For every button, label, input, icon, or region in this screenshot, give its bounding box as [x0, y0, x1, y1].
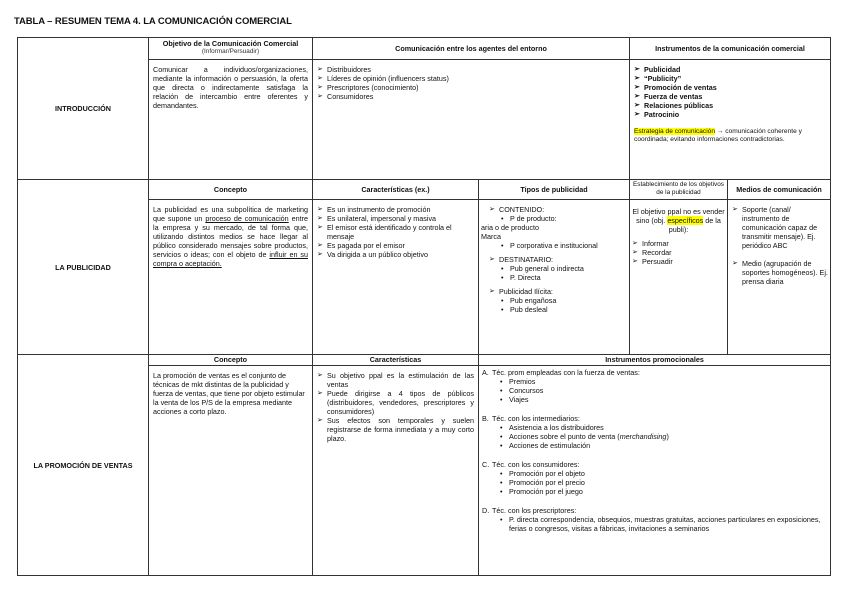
list-item: ➢ Fuerza de ventas [634, 92, 826, 101]
list-item: ➢ Medio (agrupación de soportes homogéneos). Ej. prensa diaria [732, 259, 828, 286]
intro-objetivo-text: Comunicar a individuos/organizaciones, mediante la información o persuasión, la oferta que directa o indirectamente satisfaga la relación de intercambio entre oferentes y demandantes. [149, 60, 313, 180]
estab-highlight: específicos [667, 216, 704, 225]
list-item: ➢ Publicidad [634, 65, 826, 74]
list-item: ➢ Su objetivo ppal es la estimulación de las ventas [317, 371, 474, 389]
instruments-list [634, 65, 826, 119]
intro-instruments-cell [630, 60, 831, 180]
list-item: ➢ CONTENIDO: [489, 205, 625, 214]
list-item: ➢ Recordar [632, 248, 725, 257]
header-concepto-promo: Concepto [149, 355, 313, 366]
concepto-underlined: proceso de comunicación [205, 214, 289, 223]
item-part: ) [666, 432, 669, 441]
list-item: ➢ Es pagada por el emisor [317, 241, 474, 250]
item-part: Acciones sobre el punto de venta ( [509, 432, 620, 441]
header-objetivo-title: Objetivo de la Comunicación Comercial [162, 39, 299, 48]
estab-list [632, 239, 725, 266]
promo-caract-list [317, 371, 474, 443]
list-item: • P de producto: [501, 214, 625, 223]
tipos-ilicita [483, 287, 625, 296]
strategy-highlight: Estrategia de comunicación [634, 128, 716, 135]
header-establecimiento: Establecimiento de los objetivos de la publicidad [630, 180, 728, 200]
section-d [482, 506, 826, 515]
section-label: Téc. con los consumidores: [492, 460, 580, 469]
ilicita-list [483, 296, 625, 314]
list-item [500, 432, 826, 441]
concepto-part: entre la empresa y su mercado, de tal forma que, utilizando distintos medios se hace llegar al público considerado mensajes sobre productos, servicios o ideas; con el objeto de [153, 214, 308, 259]
estab-part: El objetivo ppal no es vender sino (obj. [632, 207, 725, 225]
section-c-list [482, 469, 826, 496]
list-item: • P. Directa [501, 273, 625, 282]
tipos-contenido [483, 205, 625, 214]
list-item: ➢ Persuadir [632, 257, 725, 266]
list-item: ➢ Es unilateral, impersonal y masiva [317, 214, 474, 223]
caract-list [317, 205, 474, 259]
section-letter: C. [482, 460, 490, 469]
section-b-list [482, 423, 826, 450]
estab-text [632, 207, 725, 234]
section-label: Téc. con los intermediarios: [492, 414, 580, 423]
estab-part: de la publi): [668, 216, 721, 234]
list-item: • Pub engañosa [501, 296, 625, 305]
list-item: • P. directa correspondencia, obsequios, muestras gratuitas, acciones particulares en exposiciones, ferias o congresos, visitas a fábricas, invitaciones a seminarios [500, 515, 826, 533]
publicidad-concepto-text [149, 200, 313, 355]
section-a-list [482, 377, 826, 404]
section-letter: B. [482, 414, 489, 423]
section-c [482, 460, 826, 469]
list-item: • Promoción por el juego [500, 487, 826, 496]
concepto-underlined: influir en su compra o aceptación. [153, 250, 308, 268]
list-item: ➢ Relaciones públicas [634, 101, 826, 110]
row-label-introduccion: INTRODUCCIÓN [18, 38, 149, 180]
list-item: ➢ Sus efectos son temporales y suelen registrarse de forma inmediata y a muy corto plazo. [317, 416, 474, 443]
list-item: ➢ Soporte (canal/ instrumento de comunicación capaz de transmitir mensaje). Ej. periódico ABC [732, 205, 828, 250]
list-item: ➢ Promoción de ventas [634, 83, 826, 92]
header-medios: Medios de comunicación [728, 180, 831, 200]
list-item: ➢ Patrocinio [634, 110, 826, 119]
list-item: ➢ “Publicity” [634, 74, 826, 83]
header-caracteristicas: Características (ex.) [313, 180, 479, 200]
header-instr-promo: Instrumentos promocionales [479, 355, 831, 366]
list-item: ➢ El emisor está identificado y controla el mensaje [317, 223, 474, 241]
list-item: ➢ Líderes de opinión (influencers status) [317, 74, 625, 83]
contenido-overflow-2: Marca [481, 232, 501, 241]
list-item: • Acciones de estimulación [500, 441, 826, 450]
strategy-note [634, 128, 826, 144]
header-concepto: Concepto [149, 180, 313, 200]
promo-instr-cell [479, 366, 831, 576]
list-item: ➢ Prescriptores (conocimiento) [317, 83, 625, 92]
list-item: ➢ DESTINATARIO: [489, 255, 625, 264]
header-objetivo-sub: (Informar/Persuadir) [201, 48, 260, 55]
row-label-promocion: LA PROMOCIÓN DE VENTAS [18, 355, 149, 576]
promo-concepto-text: La promoción de ventas es el conjunto de técnicas de mkt distintas de la publicidad y fuerza de ventas, que tiene por objeto estimular la venta de los P/S de la empresa mediante acciones a corto plazo. [149, 366, 313, 576]
item-italic: merchandising [619, 432, 667, 441]
list-item: ➢ Distribuidores [317, 65, 625, 74]
section-a [482, 368, 826, 377]
list-item: • P corporativa e institucional [501, 241, 625, 250]
publicidad-medios-cell [728, 200, 831, 355]
list-item: • Pub desleal [501, 305, 625, 314]
header-tipos: Tipos de publicidad [479, 180, 630, 200]
tipos-destinatario [483, 255, 625, 264]
list-item: • Pub general o indirecta [501, 264, 625, 273]
concepto-part: La publicidad es una subpolítica de marketing que supone un [153, 205, 308, 223]
list-item: ➢ Va dirigida a un público objetivo [317, 250, 474, 259]
list-item: ➢ Puede dirigirse a 4 tipos de públicos (distribuidores, vendedores, prescriptores y consumidores) [317, 389, 474, 416]
list-item: • Concursos [500, 386, 826, 395]
list-item: • Promoción por el precio [500, 478, 826, 487]
section-letter: D. [482, 506, 490, 515]
list-item: • Premios [500, 377, 826, 386]
contenido-list [483, 214, 625, 223]
strategy-text: → comunicación coherente y coordinada; evitando informaciones contradictorias. [634, 128, 802, 143]
section-d-list [482, 515, 826, 533]
promo-caract-cell [313, 366, 479, 576]
list-item: ➢ Publicidad Ilícita: [489, 287, 625, 296]
list-item: ➢ Es un instrumento de promoción [317, 205, 474, 214]
agents-list [317, 65, 625, 101]
header-objetivo [149, 38, 313, 60]
header-caract-promo: Características [313, 355, 479, 366]
contenido-list-2 [483, 241, 625, 250]
section-letter: A. [482, 368, 489, 377]
contenido-overflow-1: aria o de producto [481, 223, 539, 232]
row-label-publicidad: LA PUBLICIDAD [18, 180, 149, 355]
publicidad-tipos-cell [479, 200, 630, 355]
list-item: ➢ Informar [632, 239, 725, 248]
section-label: Téc. prom empleadas con la fuerza de ventas: [492, 368, 640, 377]
list-item: ➢ Consumidores [317, 92, 625, 101]
intro-agents-cell [313, 60, 630, 180]
publicidad-estab-cell [630, 200, 728, 355]
list-item: • Viajes [500, 395, 826, 404]
destinatario-list [483, 264, 625, 282]
medios-list [730, 205, 828, 286]
section-b [482, 414, 826, 423]
list-item: • Asistencia a los distribuidores [500, 423, 826, 432]
header-agentes: Comunicación entre los agentes del entorno [313, 38, 630, 60]
page-title: TABLA – RESUMEN TEMA 4. LA COMUNICACIÓN COMERCIAL [14, 16, 292, 27]
list-item: • Promoción por el objeto [500, 469, 826, 478]
summary-table [17, 37, 831, 576]
section-label: Téc. con los prescriptores: [492, 506, 577, 515]
publicidad-caract-cell [313, 200, 479, 355]
header-instrumentos: Instrumentos de la comunicación comercial [630, 38, 831, 60]
